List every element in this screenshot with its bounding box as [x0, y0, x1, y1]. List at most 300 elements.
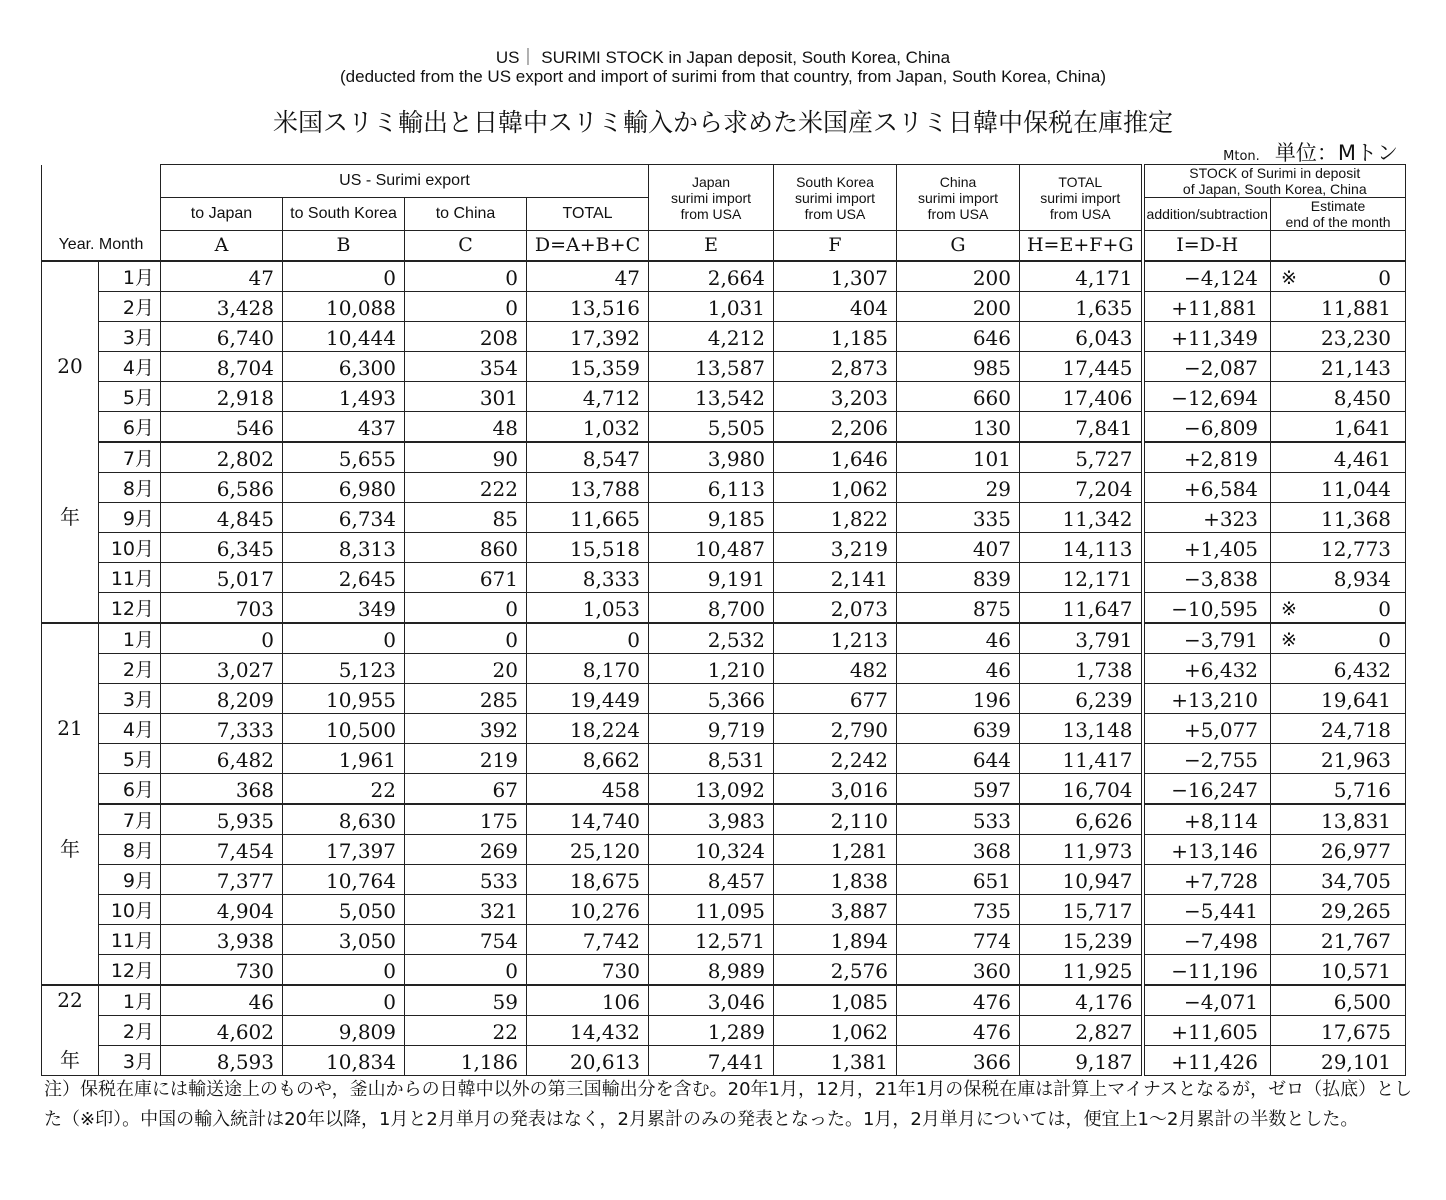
- value-f: 482: [774, 653, 897, 683]
- value-a: 6,740: [161, 321, 283, 351]
- value-f: 1,085: [774, 985, 897, 1016]
- month-cell: 1月: [99, 985, 161, 1016]
- month-cell: 8月: [99, 834, 161, 864]
- value-c: 90: [405, 442, 527, 473]
- value-stock: [1271, 864, 1406, 894]
- month-cell: 11月: [99, 924, 161, 954]
- stock-value: 29,265: [1321, 898, 1392, 923]
- value-stock: [1271, 683, 1406, 713]
- value-a: 7,377: [161, 864, 283, 894]
- value-e: 2,664: [649, 261, 774, 292]
- header-japan-import: [649, 165, 774, 231]
- year-cell: [42, 261, 99, 292]
- header-letter-a: A: [161, 231, 283, 261]
- value-c: 20: [405, 653, 527, 683]
- value-stock: [1271, 261, 1406, 292]
- stock-value: 34,705: [1321, 868, 1392, 893]
- header-china-import-l1: China: [939, 173, 977, 190]
- value-c: 219: [405, 743, 527, 773]
- value-b: 10,764: [283, 864, 405, 894]
- value-e: 1,289: [649, 1015, 774, 1045]
- header-letter-b: B: [283, 231, 405, 261]
- value-e: 8,457: [649, 864, 774, 894]
- value-d: 20,613: [527, 1045, 649, 1075]
- value-c: 354: [405, 351, 527, 381]
- value-e: 1,210: [649, 653, 774, 683]
- value-f: 2,576: [774, 954, 897, 985]
- value-f: 1,822: [774, 502, 897, 532]
- header-korea-import-l1: South Korea: [796, 173, 874, 190]
- value-d: 4,712: [527, 381, 649, 411]
- header-china-import-l2: surimi import: [917, 189, 999, 206]
- value-h: 9,187: [1020, 1045, 1143, 1075]
- value-addition: +11,349: [1143, 321, 1271, 351]
- value-e: 8,700: [649, 592, 774, 623]
- value-d: 14,432: [527, 1015, 649, 1045]
- subtitle-english: (deducted from the US export and import of surimi from that country, from Japan, South Korea, China): [340, 67, 1106, 86]
- month-cell: 8月: [99, 472, 161, 502]
- stock-value: 0: [1378, 596, 1392, 621]
- value-g: 130: [897, 411, 1020, 442]
- value-e: 8,531: [649, 743, 774, 773]
- value-addition: +13,146: [1143, 834, 1271, 864]
- value-stock: [1271, 351, 1406, 381]
- value-h: 10,947: [1020, 864, 1143, 894]
- value-d: 0: [527, 623, 649, 654]
- value-e: 11,095: [649, 894, 774, 924]
- value-e: 5,366: [649, 683, 774, 713]
- header-stock-l2: of Japan, South Korea, China: [1182, 181, 1367, 197]
- value-a: 8,593: [161, 1045, 283, 1075]
- stock-value: 11,044: [1321, 476, 1392, 501]
- value-a: 46: [161, 985, 283, 1016]
- value-stock: [1271, 954, 1406, 985]
- value-b: 3,050: [283, 924, 405, 954]
- value-stock: [1271, 924, 1406, 954]
- header-corner: [42, 165, 161, 198]
- value-addition: +5,077: [1143, 713, 1271, 743]
- value-e: 12,571: [649, 924, 774, 954]
- value-stock: [1271, 1015, 1406, 1045]
- value-d: 25,120: [527, 834, 649, 864]
- value-f: 1,062: [774, 1015, 897, 1045]
- value-e: 7,441: [649, 1045, 774, 1075]
- value-f: 2,073: [774, 592, 897, 623]
- stock-value: 26,977: [1321, 838, 1392, 863]
- value-b: 6,980: [283, 472, 405, 502]
- value-d: 1,032: [527, 411, 649, 442]
- value-f: 404: [774, 291, 897, 321]
- value-a: 8,209: [161, 683, 283, 713]
- month-cell: 3月: [99, 321, 161, 351]
- value-a: 3,027: [161, 653, 283, 683]
- value-addition: −10,595: [1143, 592, 1271, 623]
- unit-english: Mton.: [1223, 149, 1260, 164]
- value-d: 106: [527, 985, 649, 1016]
- header-japan-import-l3: from USA: [680, 205, 742, 222]
- value-h: 17,406: [1020, 381, 1143, 411]
- table-row: [42, 623, 1406, 654]
- value-f: 1,281: [774, 834, 897, 864]
- value-g: 660: [897, 381, 1020, 411]
- month-cell: 6月: [99, 773, 161, 804]
- value-b: 22: [283, 773, 405, 804]
- value-f: 2,242: [774, 743, 897, 773]
- year-cell: [42, 653, 99, 683]
- value-a: 3,428: [161, 291, 283, 321]
- value-b: 5,050: [283, 894, 405, 924]
- table-row: [42, 864, 1406, 894]
- value-g: 476: [897, 1015, 1020, 1045]
- value-a: 8,704: [161, 351, 283, 381]
- value-f: 3,016: [774, 773, 897, 804]
- month-cell: 7月: [99, 804, 161, 835]
- value-e: 10,487: [649, 532, 774, 562]
- year-cell: [42, 954, 99, 985]
- stock-value: 1,641: [1333, 415, 1392, 440]
- value-c: 67: [405, 773, 527, 804]
- header-total-import-l3: from USA: [1049, 205, 1111, 222]
- value-g: 597: [897, 773, 1020, 804]
- value-addition: +8,114: [1143, 804, 1271, 835]
- header-estimate-l1: Estimate: [1310, 198, 1366, 214]
- value-g: 651: [897, 864, 1020, 894]
- value-d: 458: [527, 773, 649, 804]
- year-cell: 年: [42, 834, 99, 864]
- table-row: [42, 321, 1406, 351]
- value-h: 6,043: [1020, 321, 1143, 351]
- value-g: 200: [897, 291, 1020, 321]
- value-addition: +2,819: [1143, 442, 1271, 473]
- value-d: 730: [527, 954, 649, 985]
- year-cell: [42, 864, 99, 894]
- year-cell: [42, 804, 99, 835]
- value-e: 3,980: [649, 442, 774, 473]
- value-g: 985: [897, 351, 1020, 381]
- value-f: 1,894: [774, 924, 897, 954]
- value-h: 5,727: [1020, 442, 1143, 473]
- value-b: 2,645: [283, 562, 405, 592]
- year-cell: [42, 291, 99, 321]
- table-row: [42, 834, 1406, 864]
- value-a: 730: [161, 954, 283, 985]
- value-stock: [1271, 592, 1406, 623]
- value-b: 10,955: [283, 683, 405, 713]
- value-d: 13,516: [527, 291, 649, 321]
- zero-mark: ※: [1281, 597, 1297, 620]
- header-export-total: TOTAL: [527, 198, 649, 231]
- value-c: 269: [405, 834, 527, 864]
- table-row: [42, 472, 1406, 502]
- value-a: 5,935: [161, 804, 283, 835]
- year-cell: [42, 924, 99, 954]
- header-stock-l1: STOCK of Surimi in deposit: [1189, 165, 1361, 181]
- value-d: 18,224: [527, 713, 649, 743]
- value-addition: +11,426: [1143, 1045, 1271, 1075]
- header-letter-f: F: [774, 231, 897, 261]
- year-cell: 年: [42, 502, 99, 532]
- header-to-china: to China: [405, 198, 527, 231]
- table-row: [42, 713, 1406, 743]
- value-h: 11,647: [1020, 592, 1143, 623]
- value-g: 46: [897, 653, 1020, 683]
- value-f: 2,110: [774, 804, 897, 835]
- stock-value: 5,716: [1333, 777, 1392, 802]
- value-b: 10,500: [283, 713, 405, 743]
- year-cell: [42, 1015, 99, 1045]
- stock-value: 11,368: [1321, 506, 1392, 531]
- month-cell: 12月: [99, 592, 161, 623]
- value-b: 9,809: [283, 1015, 405, 1045]
- header-us-export: US - Surimi export: [161, 165, 649, 198]
- header-estimate: [1271, 198, 1406, 231]
- value-h: 16,704: [1020, 773, 1143, 804]
- header-total-import-l1: TOTAL: [1058, 173, 1103, 190]
- value-g: 774: [897, 924, 1020, 954]
- value-e: 13,092: [649, 773, 774, 804]
- value-c: 754: [405, 924, 527, 954]
- year-cell: [42, 743, 99, 773]
- value-b: 0: [283, 954, 405, 985]
- value-e: 13,542: [649, 381, 774, 411]
- value-c: 392: [405, 713, 527, 743]
- value-f: 1,381: [774, 1045, 897, 1075]
- month-cell: 1月: [99, 261, 161, 292]
- value-g: 839: [897, 562, 1020, 592]
- value-h: 4,176: [1020, 985, 1143, 1016]
- value-h: 17,445: [1020, 351, 1143, 381]
- value-a: 2,918: [161, 381, 283, 411]
- value-addition: +11,605: [1143, 1015, 1271, 1045]
- value-b: 1,493: [283, 381, 405, 411]
- value-a: 7,454: [161, 834, 283, 864]
- header-letter-d: D=A+B+C: [527, 231, 649, 261]
- value-d: 10,276: [527, 894, 649, 924]
- value-a: 5,017: [161, 562, 283, 592]
- value-h: 11,973: [1020, 834, 1143, 864]
- stock-value: 8,934: [1333, 566, 1392, 591]
- table-row: [42, 804, 1406, 835]
- value-c: 208: [405, 321, 527, 351]
- value-h: 6,239: [1020, 683, 1143, 713]
- year-cell: 20: [42, 351, 99, 381]
- value-addition: −4,124: [1143, 261, 1271, 292]
- header-korea-import-l2: surimi import: [794, 189, 876, 206]
- value-h: 1,738: [1020, 653, 1143, 683]
- value-g: 366: [897, 1045, 1020, 1075]
- year-cell: [42, 532, 99, 562]
- value-a: 47: [161, 261, 283, 292]
- value-a: 4,904: [161, 894, 283, 924]
- value-e: 13,587: [649, 351, 774, 381]
- value-f: 1,062: [774, 472, 897, 502]
- stock-value: 11,881: [1321, 295, 1392, 320]
- table-row: [42, 894, 1406, 924]
- header-total-import: [1020, 165, 1143, 231]
- value-d: 19,449: [527, 683, 649, 713]
- value-addition: −11,196: [1143, 954, 1271, 985]
- header-letter-g: G: [897, 231, 1020, 261]
- stock-value: 24,718: [1321, 717, 1392, 742]
- value-b: 437: [283, 411, 405, 442]
- header-letter-i: I=D-H: [1143, 231, 1271, 261]
- value-g: 644: [897, 743, 1020, 773]
- value-f: 1,646: [774, 442, 897, 473]
- value-f: 1,838: [774, 864, 897, 894]
- table-row: [42, 1045, 1406, 1075]
- value-f: 1,213: [774, 623, 897, 654]
- year-cell: [42, 894, 99, 924]
- value-a: 703: [161, 592, 283, 623]
- year-cell: [42, 773, 99, 804]
- value-c: 860: [405, 532, 527, 562]
- value-f: 2,790: [774, 713, 897, 743]
- unit-japanese: 単位：Mトン: [1274, 141, 1398, 165]
- month-cell: 11月: [99, 562, 161, 592]
- value-addition: −16,247: [1143, 773, 1271, 804]
- value-c: 0: [405, 954, 527, 985]
- value-f: 3,887: [774, 894, 897, 924]
- value-e: 5,505: [649, 411, 774, 442]
- value-h: 11,342: [1020, 502, 1143, 532]
- month-cell: 1月: [99, 623, 161, 654]
- value-b: 8,630: [283, 804, 405, 835]
- stock-value: 29,101: [1321, 1049, 1392, 1074]
- value-g: 646: [897, 321, 1020, 351]
- value-a: 6,586: [161, 472, 283, 502]
- value-c: 301: [405, 381, 527, 411]
- value-f: 3,203: [774, 381, 897, 411]
- value-g: 368: [897, 834, 1020, 864]
- value-b: 0: [283, 985, 405, 1016]
- year-cell: [42, 683, 99, 713]
- value-c: 0: [405, 261, 527, 292]
- value-a: 6,482: [161, 743, 283, 773]
- year-cell: [42, 442, 99, 473]
- value-b: 349: [283, 592, 405, 623]
- stock-value: 0: [1378, 627, 1392, 652]
- value-d: 14,740: [527, 804, 649, 835]
- value-g: 29: [897, 472, 1020, 502]
- value-stock: [1271, 713, 1406, 743]
- value-stock: [1271, 291, 1406, 321]
- header-china-import-l3: from USA: [927, 205, 989, 222]
- month-cell: 5月: [99, 743, 161, 773]
- value-h: 4,171: [1020, 261, 1143, 292]
- value-d: 8,333: [527, 562, 649, 592]
- value-f: 1,185: [774, 321, 897, 351]
- value-g: 101: [897, 442, 1020, 473]
- value-c: 48: [405, 411, 527, 442]
- value-a: 546: [161, 411, 283, 442]
- value-g: 200: [897, 261, 1020, 292]
- value-b: 6,300: [283, 351, 405, 381]
- value-c: 671: [405, 562, 527, 592]
- value-addition: −3,791: [1143, 623, 1271, 654]
- value-b: 1,961: [283, 743, 405, 773]
- value-addition: −6,809: [1143, 411, 1271, 442]
- stock-value: 6,432: [1333, 657, 1392, 682]
- value-d: 15,518: [527, 532, 649, 562]
- value-addition: −4,071: [1143, 985, 1271, 1016]
- header-year-month: Year. Month: [42, 231, 161, 261]
- value-e: 6,113: [649, 472, 774, 502]
- value-b: 5,123: [283, 653, 405, 683]
- value-f: 2,206: [774, 411, 897, 442]
- table-body: [42, 261, 1406, 1076]
- value-a: 3,938: [161, 924, 283, 954]
- stock-value: 19,641: [1321, 687, 1392, 712]
- value-stock: [1271, 502, 1406, 532]
- stock-value: 23,230: [1321, 325, 1392, 350]
- year-cell: [42, 592, 99, 623]
- value-addition: −12,694: [1143, 381, 1271, 411]
- value-c: 0: [405, 623, 527, 654]
- value-stock: [1271, 743, 1406, 773]
- stock-value: 8,450: [1333, 385, 1392, 410]
- stock-value: 12,773: [1321, 536, 1392, 561]
- month-cell: 10月: [99, 532, 161, 562]
- month-cell: 3月: [99, 683, 161, 713]
- header-letter-e: E: [649, 231, 774, 261]
- value-g: 639: [897, 713, 1020, 743]
- value-g: 335: [897, 502, 1020, 532]
- value-e: 10,324: [649, 834, 774, 864]
- value-h: 11,925: [1020, 954, 1143, 985]
- value-f: 2,141: [774, 562, 897, 592]
- value-d: 17,392: [527, 321, 649, 351]
- value-d: 15,359: [527, 351, 649, 381]
- year-cell: [42, 321, 99, 351]
- table-row: [42, 442, 1406, 473]
- title-english: US｜ SURIMI STOCK in Japan deposit, South Korea, China: [495, 48, 951, 67]
- header-estimate-l2: end of the month: [1285, 214, 1391, 230]
- stock-value: 4,461: [1333, 446, 1392, 471]
- value-c: 22: [405, 1015, 527, 1045]
- value-stock: [1271, 834, 1406, 864]
- unit-label: [1223, 137, 1398, 167]
- value-stock: [1271, 985, 1406, 1016]
- value-g: 735: [897, 894, 1020, 924]
- value-d: 1,053: [527, 592, 649, 623]
- zero-mark: ※: [1281, 266, 1297, 289]
- value-addition: +6,432: [1143, 653, 1271, 683]
- value-e: 2,532: [649, 623, 774, 654]
- title-japanese: 米国スリミ輸出と日韓中スリミ輸入から求めた米国産スリミ日韓中保税在庫推定: [272, 108, 1173, 137]
- value-a: 4,845: [161, 502, 283, 532]
- value-stock: [1271, 472, 1406, 502]
- stock-value: 21,143: [1321, 355, 1392, 380]
- value-h: 13,148: [1020, 713, 1143, 743]
- value-addition: +1,405: [1143, 532, 1271, 562]
- value-h: 1,635: [1020, 291, 1143, 321]
- value-stock: [1271, 804, 1406, 835]
- value-a: 0: [161, 623, 283, 654]
- header-korea-import-l3: from USA: [804, 205, 866, 222]
- stock-value: 13,831: [1321, 808, 1392, 833]
- value-c: 533: [405, 864, 527, 894]
- value-e: 3,046: [649, 985, 774, 1016]
- value-addition: −2,087: [1143, 351, 1271, 381]
- header-stock: [1143, 165, 1406, 198]
- value-g: 533: [897, 804, 1020, 835]
- header-china-import: [897, 165, 1020, 231]
- month-cell: 2月: [99, 1015, 161, 1045]
- value-h: 12,171: [1020, 562, 1143, 592]
- value-addition: −5,441: [1143, 894, 1271, 924]
- value-h: 14,113: [1020, 532, 1143, 562]
- value-stock: [1271, 411, 1406, 442]
